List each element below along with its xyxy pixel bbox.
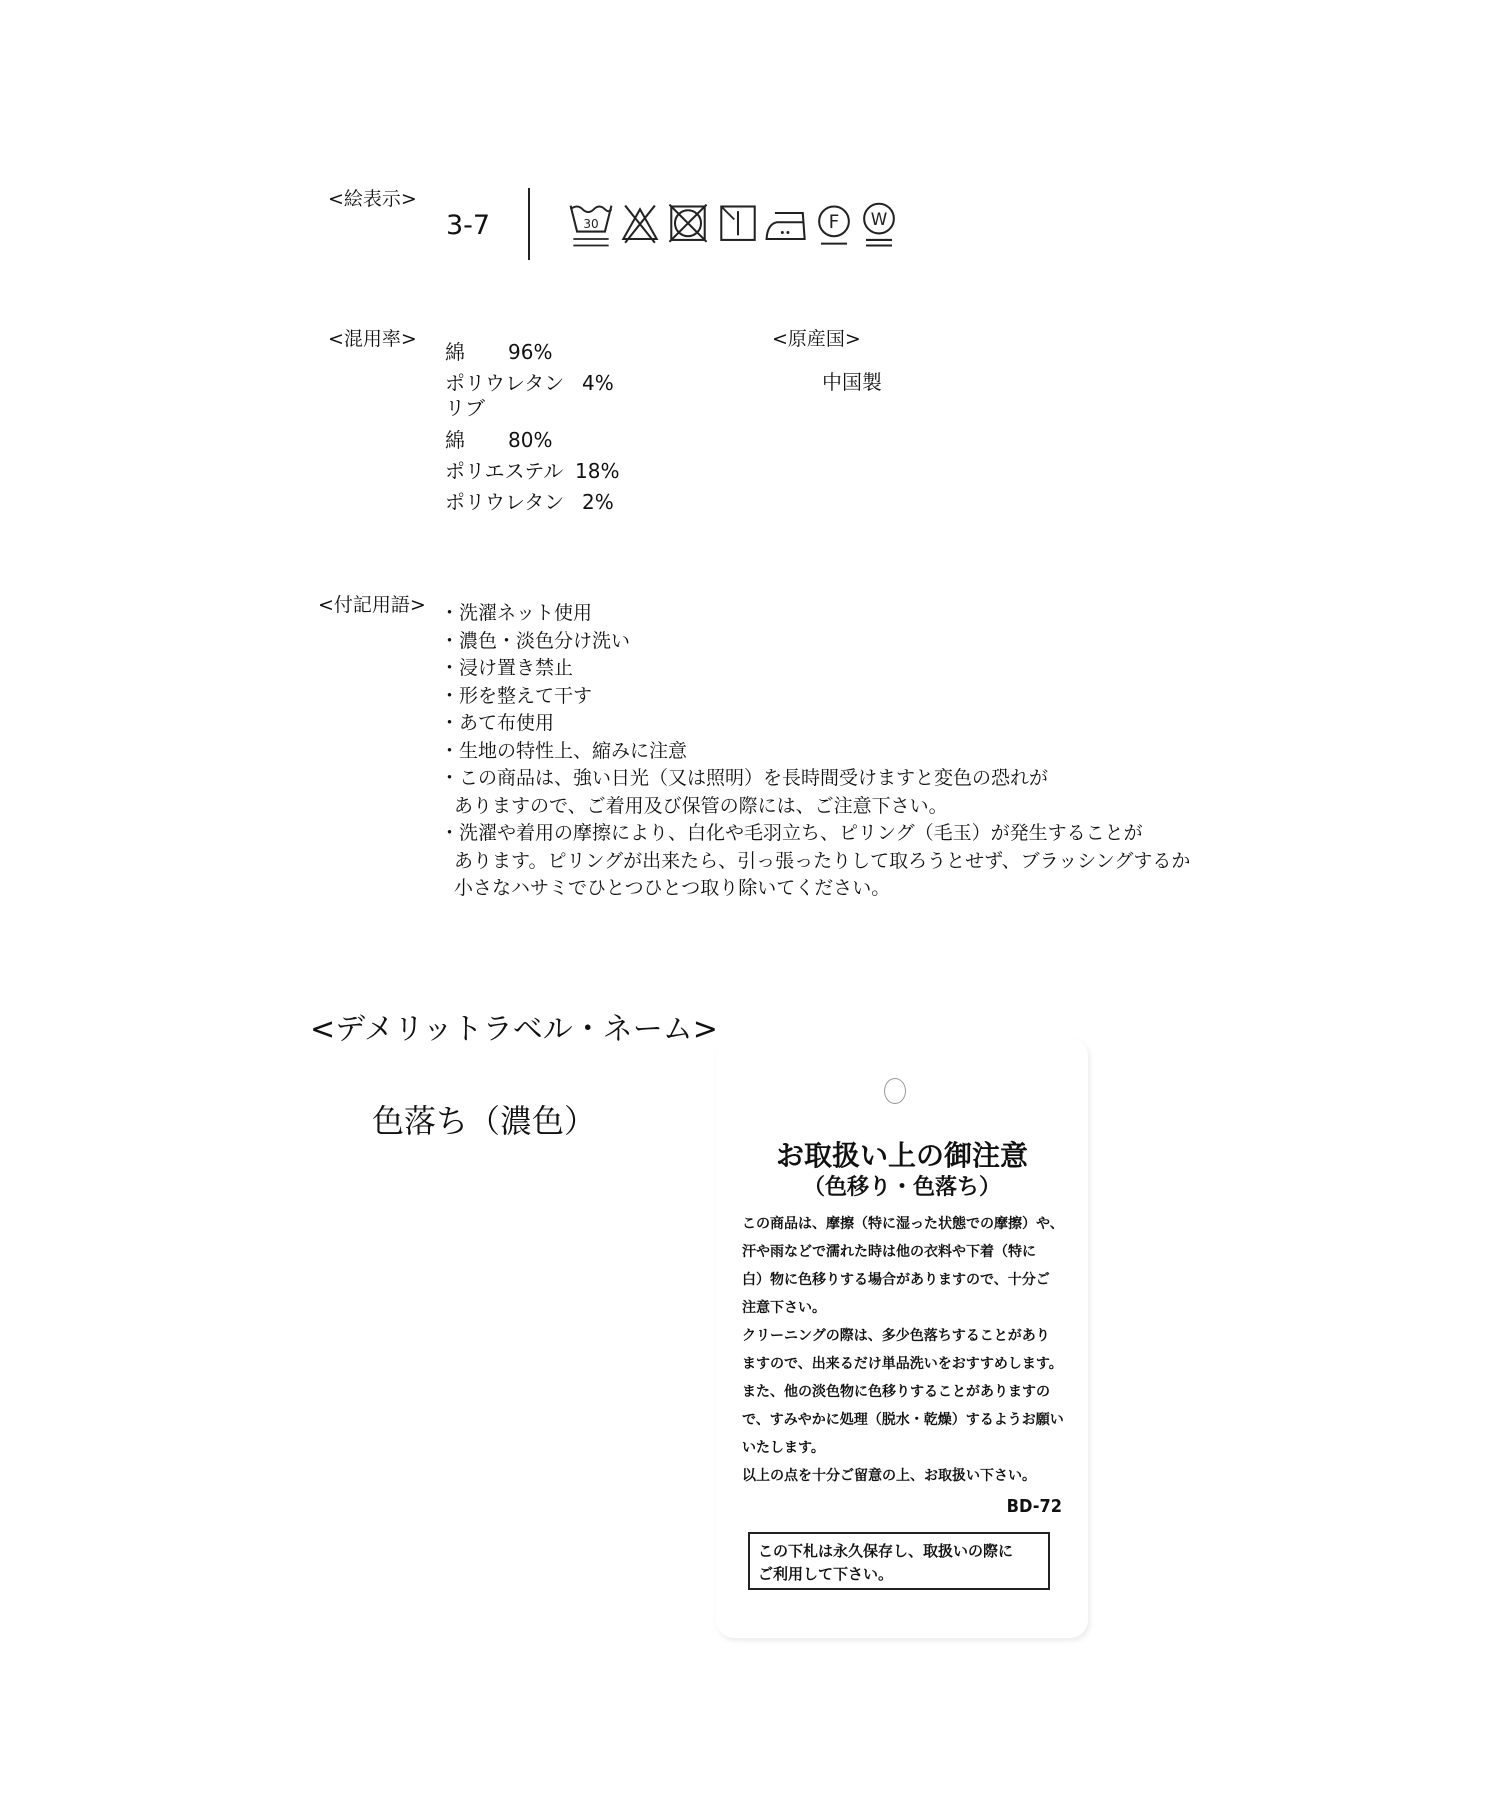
no-bleach-icon (618, 200, 662, 252)
dry-clean-f-icon (814, 200, 854, 252)
demerit-label: 色落ち（濃色） (372, 1102, 597, 1140)
note-line: あります。ピリングが出来たら、引っ張ったりして取ろうとせず、ブラッシングするか (454, 849, 1191, 872)
note-line: ・形を整えて干す (440, 684, 593, 707)
notes-label: <付記用語> (318, 594, 426, 616)
wash-30-icon (566, 200, 616, 252)
tag-body-line: いたします。 (742, 1440, 825, 1456)
tag-hole (884, 1078, 906, 1104)
tag-body-line: 白）物に色移りする場合がありますので、十分ご (742, 1272, 1050, 1288)
note-line: ・濃色・淡色分け洗い (440, 629, 631, 652)
care-label: <絵表示> (328, 188, 417, 210)
tag-body-line: また、他の淡色物に色移りすることがありますの (742, 1384, 1050, 1400)
tag-box-line: ご利用して下さい。 (758, 1565, 894, 1583)
wet-clean-w-icon (858, 200, 900, 252)
wet-clean-letter: W (870, 209, 888, 230)
care-code: 3-7 (446, 210, 491, 241)
care-divider (528, 188, 530, 260)
composition-percent: 4% (582, 371, 614, 395)
line-dry-shade-icon (716, 200, 760, 252)
composition-percent: 2% (582, 490, 614, 514)
note-line: 小さなハサミでひとつひとつ取り除いてください。 (454, 877, 891, 899)
origin-value: 中国製 (822, 370, 882, 394)
iron-low-icon (762, 200, 812, 252)
note-line: ・浸け置き禁止 (440, 657, 574, 679)
tag-body-line: 汗や雨などで濡れた時は他の衣料や下着（特に (742, 1244, 1036, 1260)
dry-clean-letter: F (828, 211, 840, 233)
tag-body-line: 以上の点を十分ご留意の上、お取扱い下さい。 (742, 1468, 1036, 1484)
tag-box-line: この下札は永久保存し、取扱いの際に (758, 1542, 1014, 1560)
note-line: ・この商品は、強い日光（又は照明）を長時間受けますと変色の恐れが (440, 767, 1049, 789)
tag-body-line: で、すみやかに処理（脱水・乾燥）するようお願い (742, 1412, 1064, 1428)
tag-subtitle: （色移り・色落ち） (802, 1175, 1001, 1200)
composition-material: リブ (445, 396, 485, 420)
wash-temp-text: 30 (583, 216, 599, 231)
composition-material: 綿 (445, 340, 465, 364)
tag-body-line: この商品は、摩擦（特に湿った状態での摩擦）や、 (742, 1216, 1064, 1232)
tag-body-line: ますので、出来るだけ単品洗いをおすすめします。 (742, 1356, 1063, 1372)
composition-material: 綿 (445, 428, 465, 452)
demerit-heading: <デメリットラベル・ネーム> (310, 1012, 718, 1047)
note-line: ・生地の特性上、縮みに注意 (440, 739, 688, 762)
origin-label: <原産国> (772, 328, 861, 350)
composition-label: <混用率> (328, 328, 417, 350)
composition-material: ポリウレタン (445, 371, 565, 395)
no-tumble-dry-icon (665, 200, 711, 252)
note-line: ありますので、ご着用及び保管の際には、ご注意下さい。 (454, 794, 948, 817)
tag-code: BD-72 (1006, 1496, 1062, 1517)
composition-percent: 80% (508, 428, 553, 452)
tag-body (742, 1210, 1072, 1490)
care-hang-tag (716, 1038, 1088, 1638)
composition-percent: 96% (508, 340, 553, 364)
composition-material: ポリエステル (445, 459, 564, 483)
note-line: ・あて布使用 (440, 712, 555, 734)
tag-title: お取扱い上の御注意 (775, 1139, 1028, 1172)
tag-notice-box (748, 1532, 1050, 1590)
note-line: ・洗濯ネット使用 (440, 602, 593, 624)
composition-percent: 18% (575, 459, 620, 483)
tag-body-line: クリーニングの際は、多少色落ちすることがあり (742, 1328, 1050, 1344)
note-line: ・洗濯や着用の摩擦により、白化や毛羽立ち、ピリング（毛玉）が発生することが (440, 822, 1143, 844)
composition-material: ポリウレタン (445, 490, 565, 514)
tag-body-line: 注意下さい。 (742, 1300, 826, 1316)
notes-list (440, 600, 1190, 903)
